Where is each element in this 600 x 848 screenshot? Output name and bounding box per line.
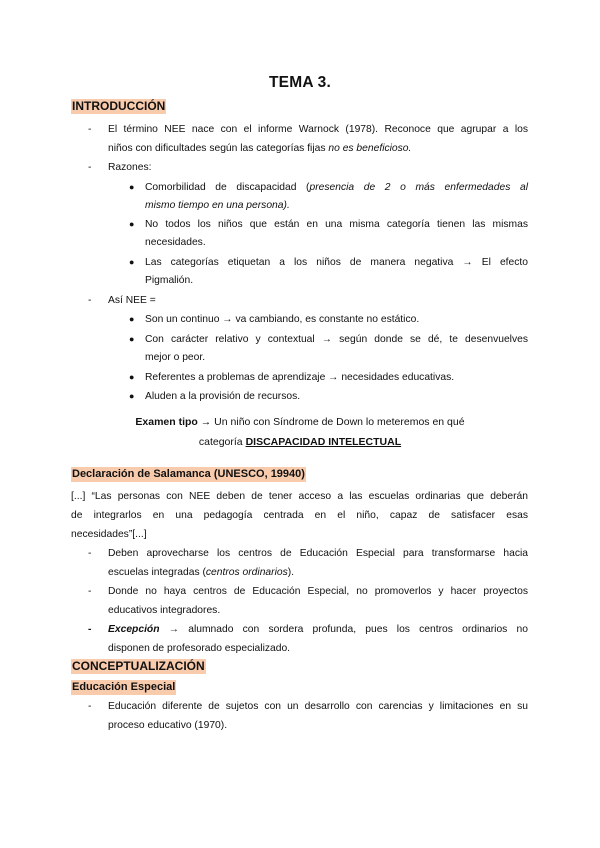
page-title: TEMA 3.: [269, 74, 331, 91]
heading-salamanca: Declaración de Salamanca (UNESCO, 19940): [72, 468, 305, 480]
bullet-glyph: ●: [129, 257, 135, 267]
salamanca-item3-line2: disponen de profesorado especializado.: [108, 643, 291, 654]
bullet-glyph: ●: [129, 334, 135, 344]
bullet-glyph: ●: [129, 372, 135, 382]
intro-item3: Así NEE =: [108, 295, 156, 306]
exception-label: Excepción: [108, 624, 160, 635]
quote-line3: necesidades”[...]: [71, 529, 147, 540]
reason1-line2: [145, 199, 290, 212]
quote-line1: [...] “Las personas con NEE deben de tener acceso a las escuelas ordinarias que deberán: [71, 491, 528, 502]
salamanca-item2-line2: educativos integradores.: [108, 605, 221, 616]
heading-educacion-especial: Educación Especial: [72, 681, 176, 693]
quote-line2: de integrarlos en una pedagogía centrada en el niño, capaz de satisfacer esas: [71, 510, 528, 521]
reason1-line1: [145, 181, 528, 194]
exception-text: → alumnado con sordera profunda, pues los centros ordinarios no: [159, 624, 528, 635]
reason3-line2: Pigmalión.: [145, 275, 194, 286]
concept-item1-line1: Educación diferente de sujetos con un desarrollo con carencias y limitaciones en su: [108, 701, 528, 712]
intro-item2: Razones:: [108, 162, 152, 173]
dash-glyph: -: [88, 701, 92, 712]
dash-glyph: -: [88, 624, 92, 635]
bullet-glyph: ●: [129, 391, 135, 401]
reason2-line2: necesidades.: [145, 237, 206, 248]
exam-bold: Examen tipo: [135, 416, 198, 428]
nee-point3: Referentes a problemas de aprendizaje → necesidades educativas.: [145, 372, 455, 383]
heading-introduccion: INTRODUCCIÓN: [72, 99, 166, 113]
salamanca-item1-text: escuelas integradas (: [108, 567, 206, 578]
salamanca-item2-line1: Donde no haya centros de Educación Especial, no promoverlos y hacer proyectos: [108, 586, 528, 597]
salamanca-item1-line1: Deben aprovecharse los centros de Educación Especial para transformarse hacia: [108, 548, 528, 559]
exam-text: → Un niño con Síndrome de Down lo meteremos en qué: [197, 416, 465, 428]
exam-category-label: categoría: [198, 436, 246, 448]
dash-glyph: -: [88, 586, 92, 597]
reason1-italic-2: mismo tiempo en una persona).: [145, 200, 290, 211]
nee-point4: Aluden a la provisión de recursos.: [145, 391, 301, 402]
intro-item1-italic: no es beneficioso.: [328, 143, 412, 154]
nee-point2-line2: mejor o peor.: [145, 352, 206, 363]
bullet-glyph: ●: [129, 314, 135, 324]
exam-note-line2: [0, 435, 600, 449]
reason1-text: Comorbilidad de discapacidad (: [145, 182, 310, 193]
bullet-glyph: ●: [129, 219, 135, 229]
salamanca-item1-line2: [108, 566, 294, 579]
bullet-glyph: ●: [129, 182, 135, 192]
intro-item1-text: niños con dificultades según las categorías fijas: [108, 143, 329, 154]
dash-glyph: -: [88, 124, 92, 135]
intro-item1-line1: El término NEE nace con el informe Warnock (1978). Reconoce que agrupar a los: [108, 124, 528, 135]
reason3-line1: Las categorías etiquetan a los niños de manera negativa → El efecto: [145, 257, 528, 268]
exam-note-line1: [0, 415, 600, 429]
reason2-line1: No todos los niños que están en una misma categoría tienen las mismas: [145, 219, 528, 230]
dash-glyph: -: [88, 295, 92, 306]
salamanca-item1-italic: centros ordinarios: [205, 567, 288, 578]
concept-item1-line2: proceso educativo (1970).: [108, 720, 228, 731]
nee-point2-line1: Con carácter relativo y contextual → según donde se dé, te desenvuelves: [145, 334, 528, 345]
dash-glyph: -: [88, 548, 92, 559]
salamanca-item1-close: ).: [287, 567, 295, 578]
dash-glyph: -: [88, 162, 92, 173]
heading-conceptualizacion: CONCEPTUALIZACIÓN: [72, 659, 205, 673]
exam-category-value: DISCAPACIDAD INTELECTUAL: [245, 436, 402, 448]
intro-item1-line2: [108, 142, 411, 155]
nee-point1: Son un continuo → va cambiando, es constante no estático.: [145, 314, 420, 325]
reason1-italic: presencia de 2 o más enfermedades al: [309, 182, 528, 193]
salamanca-item3-line1: [108, 623, 528, 636]
